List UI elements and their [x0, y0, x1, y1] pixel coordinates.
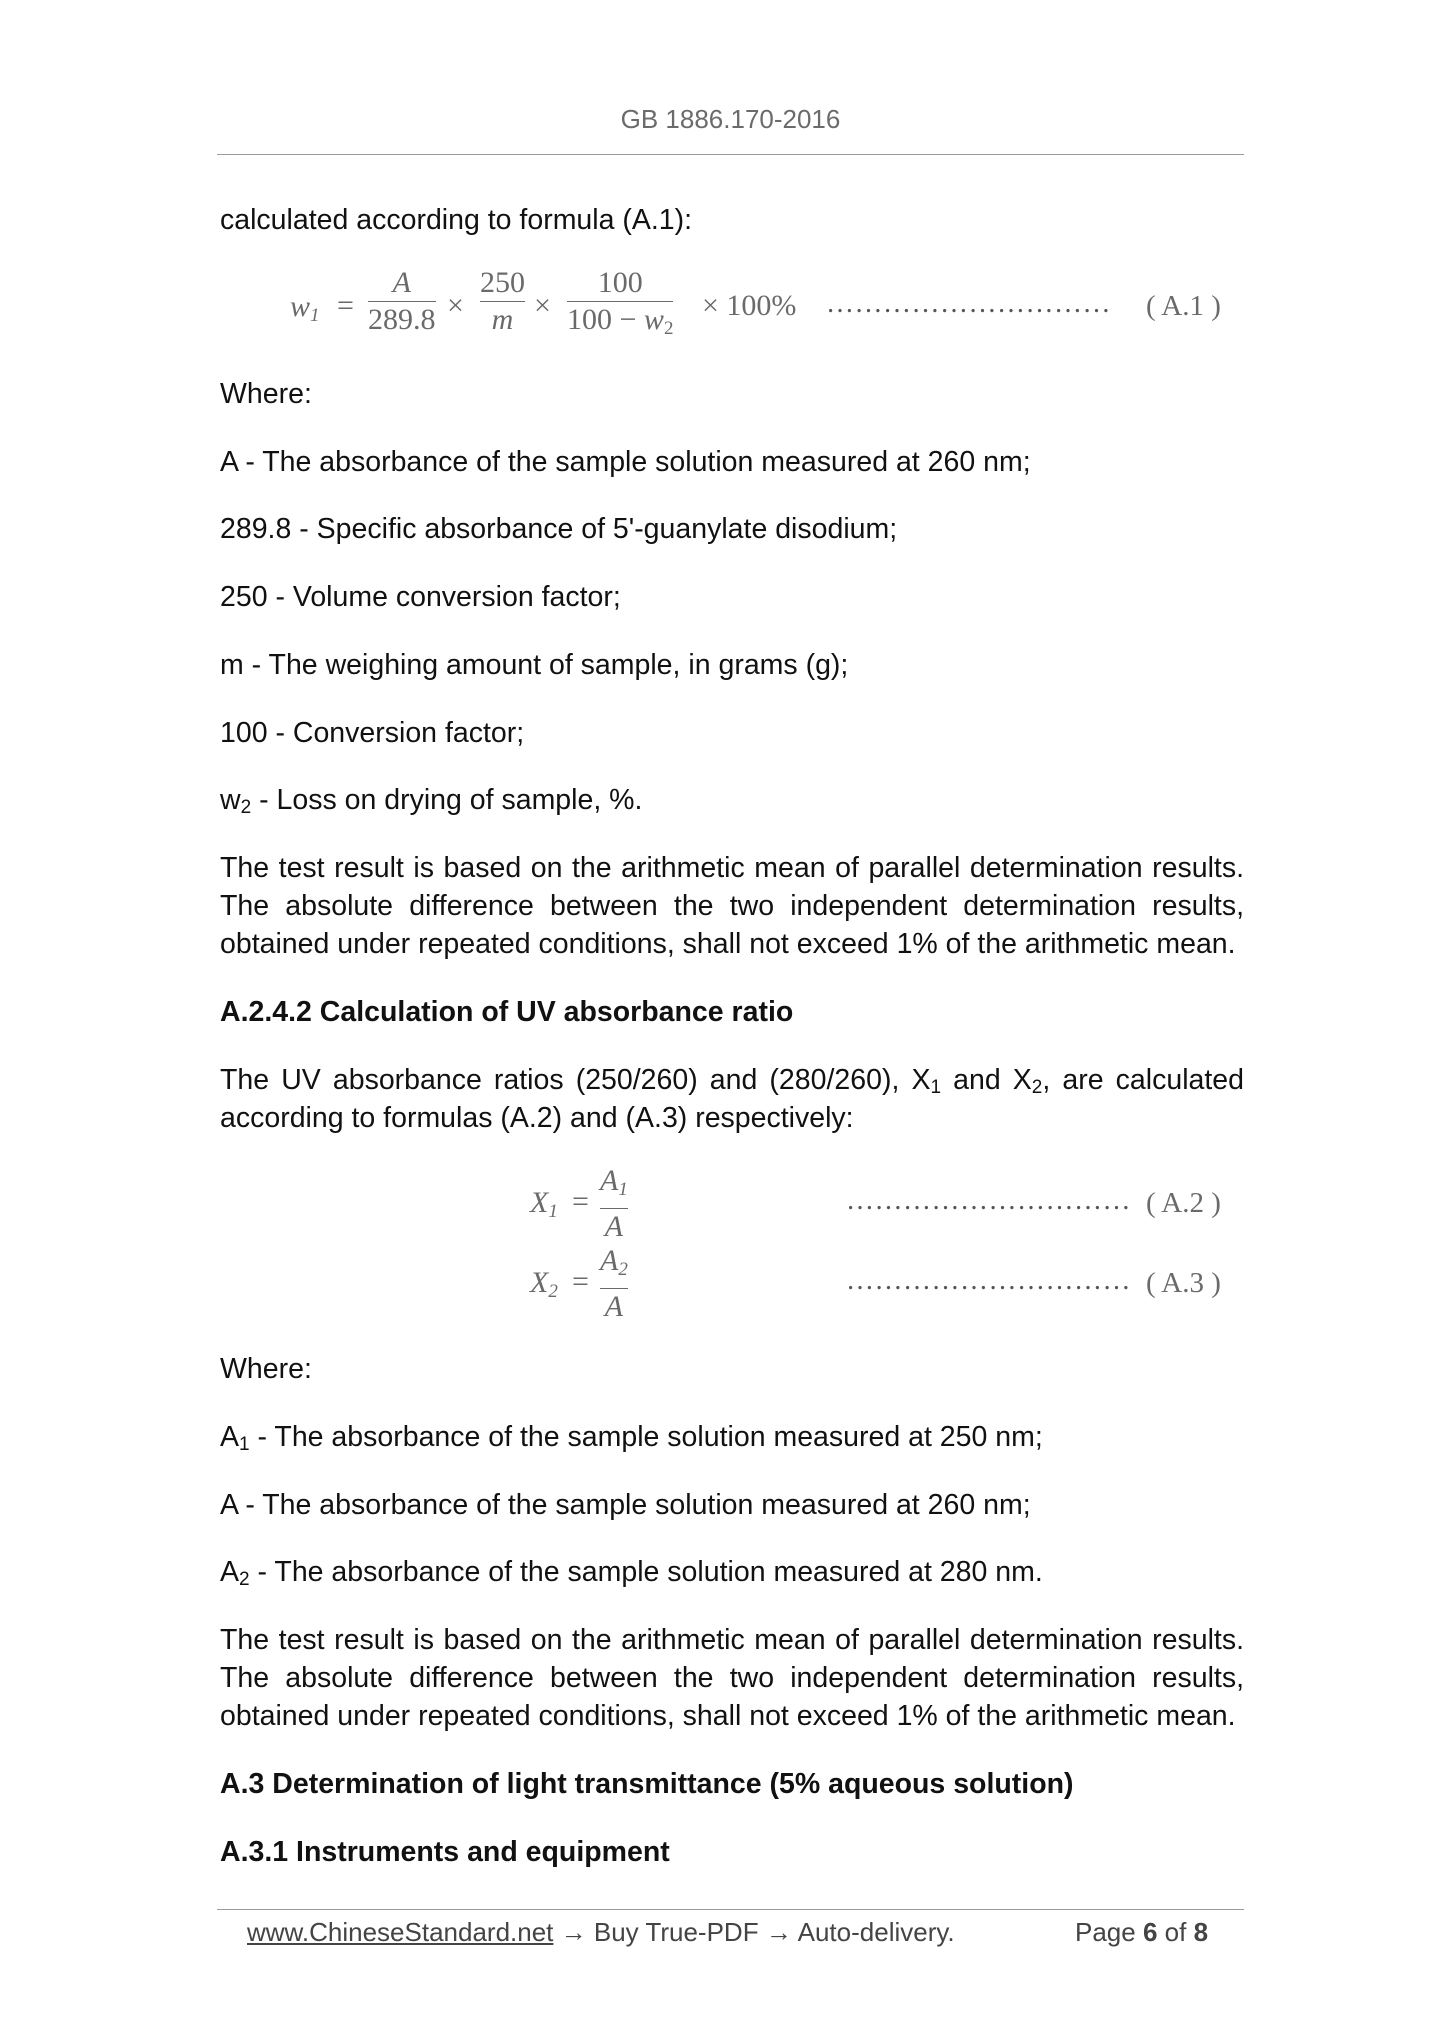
auto-delivery-text: Auto-delivery. [797, 1917, 955, 1947]
formula-a2-label: ( A.2 ) [1146, 1187, 1221, 1219]
formula-a3-lhs: X2 [530, 1266, 558, 1302]
formula-a2-leader-dots: ………………………… [846, 1185, 1131, 1216]
document-code-header: GB 1886.170-2016 [620, 104, 841, 134]
formula-a1-lhs: w1 [290, 290, 320, 326]
test-result-paragraph-1: The test result is based on the arithmetic mean of parallel determination results. The absolute difference between the two independent determination results, obtained under repeated conditions, shall not exceed 1% of the arithmetic mean. [220, 852, 1244, 960]
definition-a1: $A_1$ - The absorbance of the sample solution measured at 250 nm; [220, 1421, 1043, 1455]
formula-a1-fraction-1: A 289.8 [368, 266, 436, 336]
formula-a1-label: ( A.1 ) [1146, 290, 1221, 322]
formula-a2-equals: = [572, 1185, 589, 1218]
formula-a2-lhs: X1 [530, 1186, 558, 1222]
formula-a2-fraction: A1 A [600, 1164, 628, 1243]
chinese-standard-link[interactable]: www.ChineseStandard.net [247, 1917, 554, 1947]
formula-a1-times-1: × [447, 289, 464, 322]
arrow-right-icon: → [560, 1917, 587, 1947]
formula-a3-fraction: A2 A [600, 1244, 628, 1323]
current-page-number: 6 [1142, 1917, 1158, 1947]
definition-a2: $A_2$ - The absorbance of the sample solution measured at 280 nm. [220, 1556, 1043, 1590]
buy-true-pdf-text: Buy True-PDF [593, 1917, 759, 1947]
where-label-2: Where: [220, 1353, 312, 1385]
formula-a1-equals: = [337, 289, 354, 322]
formula-a1-fraction-2: 250 m [480, 266, 525, 336]
arrow-right-icon: → [765, 1917, 792, 1947]
heading-a-3: A.3 Determination of light transmittance (5% aqueous solution) [220, 1768, 1074, 1800]
formula-a1-fraction-3: 100 100 − w2 [567, 266, 674, 339]
definition-w2: $w_2$ - Loss on drying of sample, %. [220, 784, 643, 818]
definition-m: m - The weighing amount of sample, in grams (g); [220, 649, 849, 681]
heading-a-3-1: A.3.1 Instruments and equipment [220, 1836, 670, 1868]
intro-paragraph: calculated according to formula (A.1): [220, 204, 693, 236]
heading-a-2-4-2: A.2.4.2 Calculation of UV absorbance ratio [220, 996, 794, 1028]
footer-divider [217, 1909, 1244, 1910]
definition-a: A - The absorbance of the sample solution measured at 260 nm; [220, 446, 1031, 478]
page-indicator: Page 6 of 8 [1075, 1917, 1209, 1947]
test-result-paragraph-2: The test result is based on the arithmetic mean of parallel determination results. The absolute difference between the two independent determination results, obtained under repeated conditions, shall not exceed 1% of the arithmetic mean. [220, 1624, 1244, 1732]
formula-a3-label: ( A.3 ) [1146, 1267, 1221, 1299]
formula-a1-times-2: × [534, 289, 551, 322]
formula-a3-equals: = [572, 1265, 589, 1298]
definition-a-260: A - The absorbance of the sample solution measured at 260 nm; [220, 1489, 1031, 1521]
definition-289-8: 289.8 - Specific absorbance of 5'-guanylate disodium; [220, 513, 898, 545]
definition-250: 250 - Volume conversion factor; [220, 581, 621, 613]
where-label: Where: [220, 378, 312, 410]
formula-a1-times-100-percent: × 100% [702, 289, 797, 322]
header-divider [217, 154, 1244, 155]
formula-a1-leader-dots: ………………………… [826, 288, 1111, 319]
total-page-count: 8 [1193, 1917, 1209, 1947]
definition-100: 100 - Conversion factor; [220, 717, 525, 749]
footer-promo [247, 1914, 955, 1950]
formula-a3-leader-dots: ………………………… [846, 1265, 1131, 1296]
uv-ratio-paragraph: The UV absorbance ratios (250/260) and (280/260), $X_1$ and $X_2$, are calculated according to formulas (A.2) and (A.3) respectively: [220, 1064, 1245, 1134]
